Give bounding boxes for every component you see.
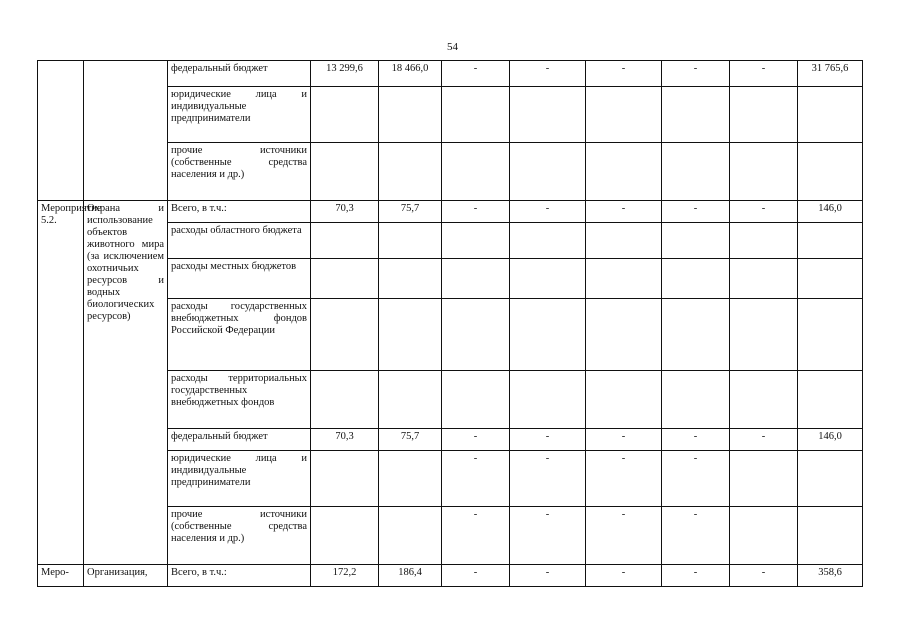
value-cell: 186,4	[379, 565, 442, 587]
value-cell: -	[586, 507, 662, 565]
value-cell	[586, 299, 662, 371]
value-cell	[442, 87, 510, 143]
value-cell	[379, 299, 442, 371]
page-number: 54	[447, 41, 458, 53]
value-cell: 75,7	[379, 201, 442, 223]
value-cell: -	[586, 429, 662, 451]
value-cell: -	[662, 61, 730, 87]
table-row	[38, 201, 863, 223]
funding-source-cell: расходы государственных внебюджетных фондов Российской Федерации	[168, 299, 311, 371]
value-cell: -	[510, 451, 586, 507]
value-cell	[311, 223, 379, 259]
value-cell	[379, 87, 442, 143]
value-cell: 70,3	[311, 201, 379, 223]
value-cell: -	[510, 507, 586, 565]
funding-source-cell: расходы местных бюджетов	[168, 259, 311, 299]
value-cell	[379, 143, 442, 201]
value-cell	[311, 87, 379, 143]
value-cell	[510, 143, 586, 201]
value-cell: -	[442, 507, 510, 565]
value-cell	[730, 451, 798, 507]
value-cell: -	[662, 451, 730, 507]
value-cell: -	[730, 429, 798, 451]
value-cell: -	[730, 61, 798, 87]
event-name-cell: Организация,	[84, 565, 168, 587]
value-cell	[442, 143, 510, 201]
event-number-cell: Мероприятие 5.2.	[38, 201, 84, 565]
value-cell: -	[730, 565, 798, 587]
value-cell	[730, 223, 798, 259]
value-cell: -	[730, 201, 798, 223]
value-cell	[730, 371, 798, 429]
value-cell	[798, 371, 863, 429]
value-cell	[442, 371, 510, 429]
value-cell: -	[586, 565, 662, 587]
value-cell	[798, 143, 863, 201]
value-cell	[586, 371, 662, 429]
funding-source-cell: прочие источники (собственные средства населения и др.)	[168, 507, 311, 565]
value-cell	[730, 259, 798, 299]
value-cell: -	[510, 201, 586, 223]
funding-source-cell: Всего, в т.ч.:	[168, 565, 311, 587]
value-cell	[311, 451, 379, 507]
value-cell: -	[442, 429, 510, 451]
value-cell: 70,3	[311, 429, 379, 451]
value-cell	[311, 143, 379, 201]
value-cell	[798, 259, 863, 299]
value-cell: -	[662, 565, 730, 587]
value-cell	[586, 143, 662, 201]
budget-table	[37, 60, 863, 587]
value-cell	[379, 259, 442, 299]
value-cell	[442, 259, 510, 299]
value-cell: -	[510, 565, 586, 587]
value-cell	[662, 87, 730, 143]
funding-source-cell: юридические лица и индивидуальные предприниматели	[168, 87, 311, 143]
value-cell	[798, 87, 863, 143]
value-cell	[730, 507, 798, 565]
value-cell	[662, 143, 730, 201]
value-cell	[798, 451, 863, 507]
value-cell	[379, 223, 442, 259]
value-cell	[442, 299, 510, 371]
value-cell: 31 765,6	[798, 61, 863, 87]
value-cell: 172,2	[311, 565, 379, 587]
value-cell	[379, 371, 442, 429]
funding-source-cell: прочие источники (собственные средства населения и др.)	[168, 143, 311, 201]
funding-source-cell: юридические лица и индивидуальные предприниматели	[168, 451, 311, 507]
value-cell: -	[442, 565, 510, 587]
value-cell: -	[586, 201, 662, 223]
value-cell	[798, 507, 863, 565]
value-cell: -	[510, 61, 586, 87]
value-cell: 18 466,0	[379, 61, 442, 87]
value-cell	[586, 223, 662, 259]
value-cell	[510, 371, 586, 429]
value-cell	[510, 87, 586, 143]
funding-source-cell: расходы территориальных государственных внебюджетных фондов	[168, 371, 311, 429]
value-cell	[510, 223, 586, 259]
value-cell	[662, 259, 730, 299]
event-number-cell: Меро-	[38, 565, 84, 587]
value-cell: -	[662, 201, 730, 223]
value-cell	[798, 223, 863, 259]
value-cell: 146,0	[798, 201, 863, 223]
value-cell	[311, 259, 379, 299]
value-cell	[662, 223, 730, 259]
table-row	[38, 61, 863, 87]
value-cell	[510, 299, 586, 371]
funding-source-cell: федеральный бюджет	[168, 61, 311, 87]
value-cell	[586, 259, 662, 299]
value-cell	[379, 451, 442, 507]
value-cell: -	[662, 507, 730, 565]
value-cell: 75,7	[379, 429, 442, 451]
value-cell	[730, 299, 798, 371]
value-cell	[311, 507, 379, 565]
event-number-cell	[38, 61, 84, 201]
value-cell	[379, 507, 442, 565]
value-cell	[730, 143, 798, 201]
value-cell: -	[586, 451, 662, 507]
value-cell	[730, 87, 798, 143]
funding-source-cell: Всего, в т.ч.:	[168, 201, 311, 223]
value-cell	[311, 371, 379, 429]
value-cell: -	[442, 61, 510, 87]
value-cell: -	[442, 451, 510, 507]
funding-source-cell: расходы областного бюджета	[168, 223, 311, 259]
value-cell: -	[510, 429, 586, 451]
value-cell	[510, 259, 586, 299]
value-cell: 358,6	[798, 565, 863, 587]
value-cell: -	[442, 201, 510, 223]
funding-source-cell: федеральный бюджет	[168, 429, 311, 451]
table-row	[38, 565, 863, 587]
value-cell	[311, 299, 379, 371]
value-cell: 146,0	[798, 429, 863, 451]
value-cell	[442, 223, 510, 259]
event-name-cell: Охрана и использование объектов животного мира (за исключением охотничьих ресурсов и водных биологических ресурсов)	[84, 201, 168, 565]
value-cell: -	[586, 61, 662, 87]
value-cell	[662, 299, 730, 371]
value-cell: -	[662, 429, 730, 451]
value-cell	[662, 371, 730, 429]
value-cell	[586, 87, 662, 143]
value-cell: 13 299,6	[311, 61, 379, 87]
event-name-cell	[84, 61, 168, 201]
value-cell	[798, 299, 863, 371]
table-body	[38, 61, 863, 587]
